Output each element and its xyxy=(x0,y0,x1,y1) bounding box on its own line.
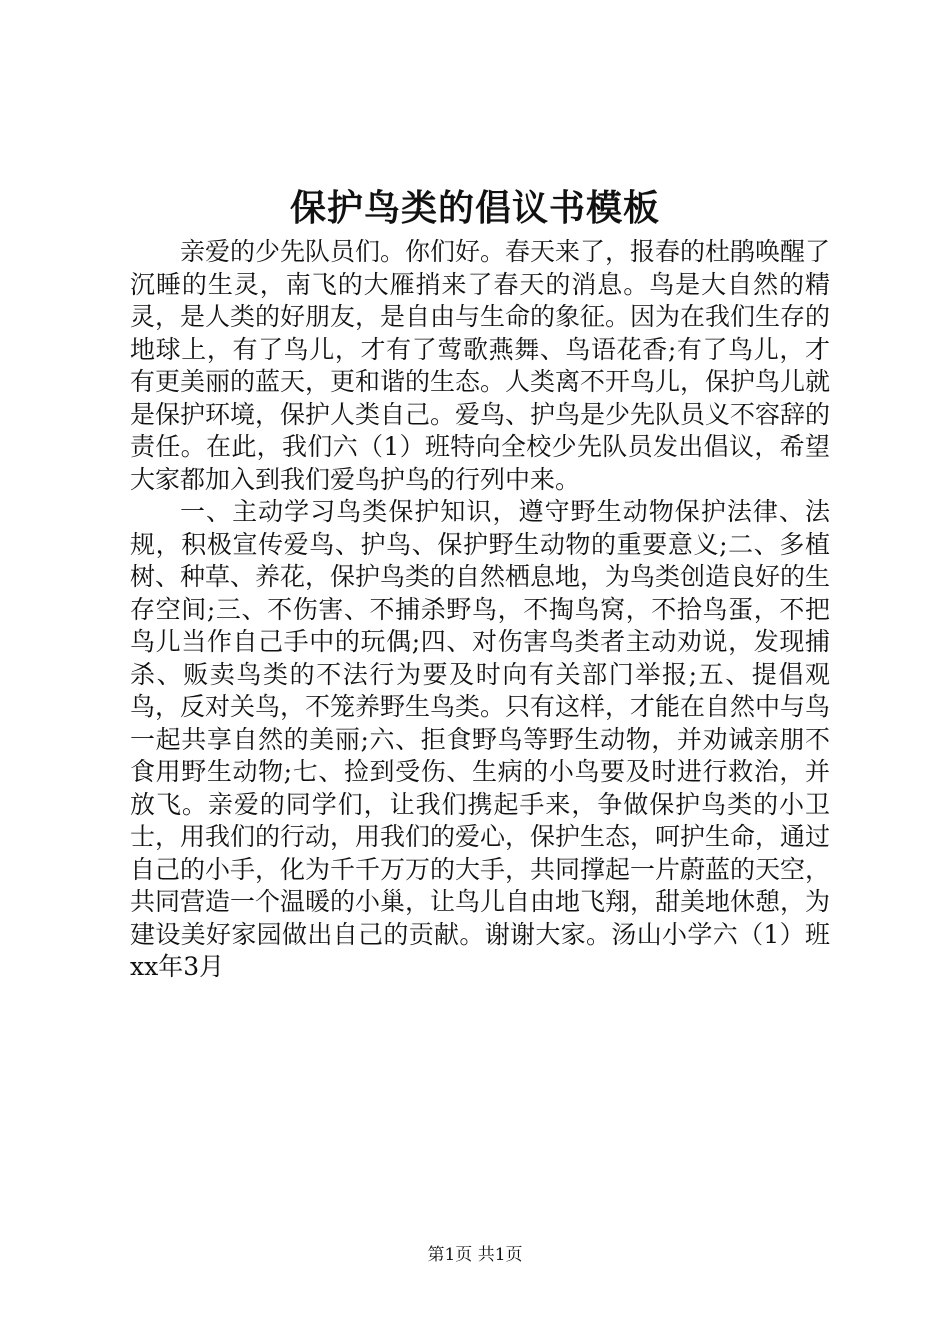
document-body xyxy=(130,236,830,984)
paragraph-proposals: 一、主动学习鸟类保护知识，遵守野生动物保护法律、法规，积极宣传爱鸟、护鸟、保护野生动物的重要意义;二、多植树、种草、养花，保护鸟类的自然栖息地，为鸟类创造良好的生存空间;三、不伤害、不捕杀野鸟，不掏鸟窝，不拾鸟蛋，不把鸟儿当作自己手中的玩偶;四、对伤害鸟类者主动劝说，发现捕杀、贩卖鸟类的不法行为要及时向有关部门举报;五、提倡观鸟，反对关鸟，不笼养野生鸟类。只有这样，才能在自然中与鸟一起共享自然的美丽;六、拒食野鸟等野生动物，并劝诫亲朋不食用野生动物;七、捡到受伤、生病的小鸟要及时进行救治，并放飞。亲爱的同学们，让我们携起手来，争做保护鸟类的小卫士，用我们的行动，用我们的爱心，保护生态，呵护生命，通过自己的小手，化为千千万万的大手，共同撑起一片蔚蓝的天空，共同营造一个温暖的小巢，让鸟儿自由地飞翔，甜美地休憩，为建设美好家园做出自己的贡献。谢谢大家。汤山小学六（1）班xx年3月 xyxy=(130,497,831,981)
paragraph-greeting: 亲爱的少先队员们。你们好。春天来了，报春的杜鹃唤醒了沉睡的生灵，南飞的大雁捎来了春天的消息。鸟是大自然的精灵，是人类的好朋友，是自由与生命的象征。因为在我们生存的地球上，有了鸟儿，才有了莺歌燕舞、鸟语花香;有了鸟儿，才有更美丽的蓝天，更和谐的生态。人类离不开鸟儿，保护鸟儿就是保护环境，保护人类自己。爱鸟、护鸟是少先队员义不容辞的责任。在此，我们六（1）班特向全校少先队员发出倡议，希望大家都加入到我们爱鸟护鸟的行列中来。 xyxy=(130,237,831,494)
page-number-footer: 第1页 共1页 xyxy=(427,1245,523,1265)
page-title: 保护鸟类的倡议书模板 xyxy=(289,187,660,229)
